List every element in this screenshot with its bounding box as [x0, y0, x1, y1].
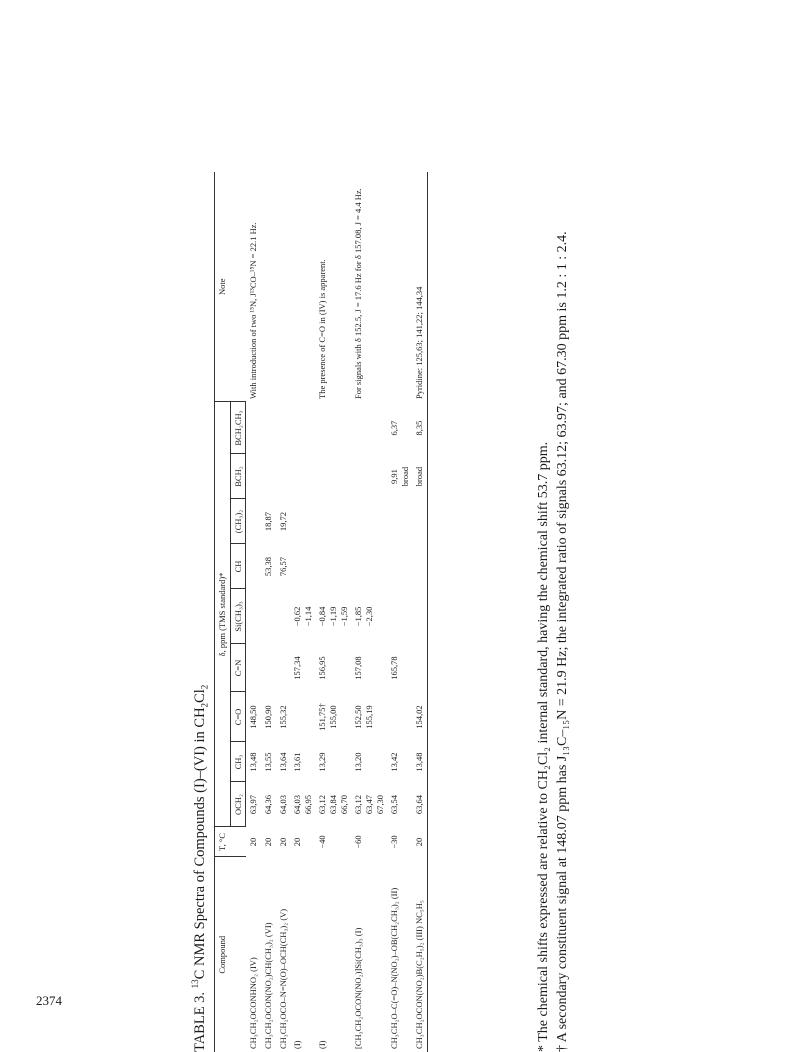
cn-cell: 156,95 — [317, 656, 328, 680]
ch3-cell: 13,55 — [262, 752, 273, 772]
temperature-cell: −30 — [389, 835, 400, 849]
cme2-cell — [387, 499, 412, 544]
cn-cell — [261, 644, 276, 692]
temperature-cell: 20 — [292, 837, 303, 847]
cme2-cell: 19,72 — [277, 511, 288, 532]
bch2ch3-cell: 6,37 — [389, 420, 400, 436]
note-cell — [290, 172, 315, 402]
co-cell: 152,50 155,19 — [353, 705, 374, 729]
cn-cell — [276, 644, 291, 692]
note-cell: For signals with δ 152.5, J = 17.6 Hz for δ 157.08, J = 4.4 Hz. — [353, 188, 364, 399]
table-row — [290, 172, 315, 1052]
och2-cell: 63,64 — [412, 782, 427, 827]
page-number: 2374 — [36, 993, 62, 1008]
header-cme2: (CH₃)₂ — [230, 499, 246, 544]
si-cell: −1,85 −2,30 — [353, 606, 374, 627]
header-cn: C=N — [230, 644, 246, 692]
footnote-star: * The chemical shifts expressed are relative to CH₂Cl₂ internal standard, having the chemical shift 53.7 ppm. — [536, 441, 551, 1052]
ch-cell: 76,57 — [277, 556, 288, 577]
temperature-cell: 20 — [262, 837, 273, 847]
temperature-cell: −60 — [353, 835, 364, 849]
och2-cell: 63,12 63,84 66,70 — [317, 794, 349, 815]
compound-cell: CH₃CH₂OCO–N=N(O)–OCH(CH₃)₂ (V) — [277, 908, 288, 1049]
table-row — [351, 172, 387, 1052]
header-ch: CH — [230, 544, 246, 589]
ch-cell: 53,38 — [262, 556, 273, 577]
note-cell — [387, 172, 412, 402]
ch3-cell: 13,20 — [353, 752, 364, 772]
cme2-cell — [412, 499, 427, 544]
bch2ch3-cell — [261, 402, 276, 454]
ch3-cell: 13,61 — [292, 752, 303, 772]
caption-middle: C NMR Spectra of Compounds (I)–(VI) in CH — [191, 707, 208, 980]
header-temperature: T, °C — [215, 827, 246, 857]
compound-cell: (I) — [292, 1040, 303, 1049]
temperature-cell: −40 — [317, 835, 328, 849]
si-cell — [387, 589, 412, 644]
table-row — [246, 172, 261, 1052]
bch2-cell: 9,91 broad — [389, 466, 410, 487]
table-row — [387, 172, 412, 1052]
compound-cell: CH₃CH₂O–C(=O)–N(NO₂)–OB(CH₂CH₃)₂ (II) — [389, 887, 400, 1049]
bch2-cell — [261, 454, 276, 499]
temperature-cell: 20 — [277, 837, 288, 847]
och2-cell: 64,03 66,95 — [292, 794, 313, 815]
cme2-cell — [246, 499, 261, 544]
cme2-cell: 18,87 — [262, 511, 273, 532]
header-bch2: BCH₂ — [230, 454, 246, 499]
bch2ch3-cell — [351, 402, 387, 454]
si-cell: −0,62 −1,14 — [292, 606, 313, 627]
si-cell — [261, 589, 276, 644]
cme2-cell — [351, 499, 387, 544]
bch2-cell — [246, 454, 261, 499]
footnote-dagger: † A secondary constituent signal at 148.07 ppm has J₁₃C–₁₅N = 21.9 Hz; the integrated ratio of signals 63.12; 63.97; and 67.30 ppm is 1.2 : 1 : 2.4. — [554, 231, 570, 1052]
och2-cell: 63,54 — [389, 794, 400, 815]
caption-sub-2: 2 — [199, 684, 210, 690]
header-och2: OCH₂ — [230, 782, 246, 827]
bch2ch3-cell: 8,35 — [412, 402, 427, 454]
ch-cell — [290, 544, 315, 589]
header-si: Si(CH₃)₃ — [230, 589, 246, 644]
temperature-cell: 20 — [412, 827, 427, 857]
header-ppm-group: δ, ppm (TMS standard)* — [215, 402, 231, 827]
bch2-cell — [276, 454, 291, 499]
header-bch2ch3: BCH₂CH₃ — [230, 402, 246, 454]
si-cell: −0,84 −1,19 −1,59 — [317, 606, 349, 627]
ch3-cell: 13,48 — [248, 752, 259, 772]
note-cell: With introduction of two ¹⁵N, J¹³CO–¹⁵N = 22.1 Hz. — [247, 222, 258, 399]
ch-cell — [412, 544, 427, 589]
ch3-cell: 13,42 — [389, 752, 400, 772]
cn-cell — [412, 644, 427, 692]
table-row — [315, 172, 351, 1052]
co-cell — [387, 692, 412, 742]
cn-cell: 157,34 — [292, 656, 303, 680]
och2-cell: 64,03 — [277, 794, 288, 815]
note-cell: The presence of C=O in (IV) is apparent. — [317, 259, 328, 399]
compound-cell: CH₃CH₂OCON(NO₂)B(C₂H₅)₂ (III) NC₅H₅ — [412, 857, 427, 1052]
si-cell — [412, 589, 427, 644]
header-ch3: CH₃ — [230, 742, 246, 782]
rotated-table-block — [190, 172, 590, 1052]
compound-cell: CH₃CH₂OCONHNO₂ (IV) — [247, 957, 258, 1049]
co-cell: 151,75† 155,00 — [317, 703, 338, 731]
table-row — [276, 172, 291, 1052]
ch-cell — [246, 544, 261, 589]
caption-suffix: Cl — [191, 689, 208, 703]
caption-prefix: TABLE 3. — [191, 988, 208, 1052]
bch2-cell — [315, 454, 351, 499]
och2-cell: 64,36 — [262, 794, 273, 815]
caption-sup: 13 — [190, 979, 200, 989]
temperature-cell: 20 — [247, 837, 258, 847]
header-co: C=O — [230, 692, 246, 742]
co-cell: 155,32 — [277, 705, 288, 729]
bch2-cell — [351, 454, 387, 499]
co-cell — [290, 692, 315, 742]
compound-cell: (I) — [317, 1040, 328, 1049]
och2-cell: 63,97 — [248, 794, 259, 815]
note-cell: Pyridine: 125,63; 141,22; 144,34 — [412, 172, 427, 402]
co-cell: 154,02 — [412, 692, 427, 742]
note-cell — [261, 172, 276, 402]
bch2ch3-cell — [246, 402, 261, 454]
bch2ch3-cell — [315, 402, 351, 454]
bch2-cell: broad — [412, 454, 427, 499]
bch2-cell — [290, 454, 315, 499]
cn-cell: 165,78 — [389, 656, 400, 680]
si-cell — [246, 589, 261, 644]
co-cell: 148,50 — [248, 705, 259, 729]
och2-cell: 63,12 63,47 67,30 — [353, 794, 385, 815]
footnotes — [535, 172, 573, 1052]
ch3-cell: 13,48 — [412, 742, 427, 782]
ch3-cell: 13,29 — [317, 752, 328, 772]
header-note: Note — [215, 172, 246, 402]
caption-sub: 2 — [199, 702, 210, 708]
bch2ch3-cell — [276, 402, 291, 454]
compound-cell: CH₃CH₂OCON(NO₂)CH(CH₃)₂ (VI) — [262, 922, 273, 1049]
note-cell — [276, 172, 291, 402]
co-cell: 150,90 — [262, 705, 273, 729]
ch-cell — [387, 544, 412, 589]
ch-cell — [351, 544, 387, 589]
ch3-cell: 13,64 — [277, 752, 288, 772]
ch-cell — [315, 544, 351, 589]
nmr-table — [214, 172, 428, 1052]
table-row — [412, 172, 427, 1052]
cn-cell — [246, 644, 261, 692]
table-caption — [190, 172, 210, 1052]
compound-cell: [CH₃CH₂OCON(NO₂)]Si(CH₃)₃ (I) — [353, 927, 364, 1049]
cn-cell: 157,08 — [353, 656, 364, 680]
cme2-cell — [315, 499, 351, 544]
si-cell — [276, 589, 291, 644]
table-row — [261, 172, 276, 1052]
bch2ch3-cell — [290, 402, 315, 454]
header-compound: Compound — [215, 857, 246, 1052]
cme2-cell — [290, 499, 315, 544]
